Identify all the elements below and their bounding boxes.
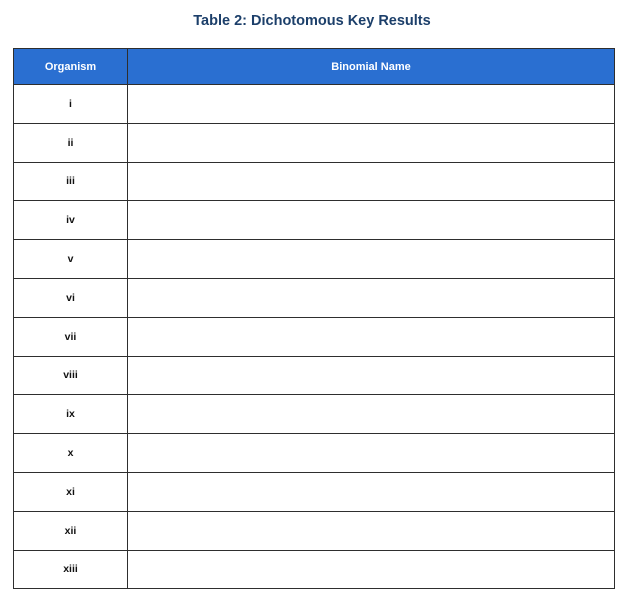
table-row xyxy=(14,85,615,124)
table-row xyxy=(14,201,615,240)
binomial-name-cell[interactable] xyxy=(128,317,615,356)
binomial-name-cell[interactable] xyxy=(128,550,615,589)
organism-cell: iii xyxy=(14,162,128,201)
table-header-row xyxy=(14,49,615,85)
organism-cell: ix xyxy=(14,395,128,434)
organism-cell: xii xyxy=(14,511,128,550)
table-body xyxy=(14,85,615,589)
binomial-name-cell[interactable] xyxy=(128,240,615,279)
binomial-name-cell[interactable] xyxy=(128,162,615,201)
organism-cell: vii xyxy=(14,317,128,356)
binomial-name-cell[interactable] xyxy=(128,356,615,395)
table-row xyxy=(14,356,615,395)
table-row xyxy=(14,550,615,589)
table-row xyxy=(14,511,615,550)
table-row xyxy=(14,434,615,473)
binomial-name-cell[interactable] xyxy=(128,278,615,317)
organism-cell: v xyxy=(14,240,128,279)
table-row xyxy=(14,240,615,279)
table-title: Table 2: Dichotomous Key Results xyxy=(193,13,431,29)
header-binomial-name: Binomial Name xyxy=(128,49,615,85)
table-row xyxy=(14,278,615,317)
organism-cell: xi xyxy=(14,472,128,511)
organism-cell: i xyxy=(14,85,128,124)
binomial-name-cell[interactable] xyxy=(128,395,615,434)
table-row xyxy=(14,123,615,162)
binomial-name-cell[interactable] xyxy=(128,434,615,473)
table-row xyxy=(14,395,615,434)
organism-cell: viii xyxy=(14,356,128,395)
organism-cell: vi xyxy=(14,278,128,317)
table-row xyxy=(14,472,615,511)
binomial-name-cell[interactable] xyxy=(128,472,615,511)
dichotomous-key-table xyxy=(13,48,615,589)
organism-cell: iv xyxy=(14,201,128,240)
organism-cell: ii xyxy=(14,123,128,162)
binomial-name-cell[interactable] xyxy=(128,85,615,124)
binomial-name-cell[interactable] xyxy=(128,123,615,162)
binomial-name-cell[interactable] xyxy=(128,201,615,240)
table-row xyxy=(14,317,615,356)
binomial-name-cell[interactable] xyxy=(128,511,615,550)
organism-cell: xiii xyxy=(14,550,128,589)
table-row xyxy=(14,162,615,201)
organism-cell: x xyxy=(14,434,128,473)
header-organism: Organism xyxy=(14,49,128,85)
